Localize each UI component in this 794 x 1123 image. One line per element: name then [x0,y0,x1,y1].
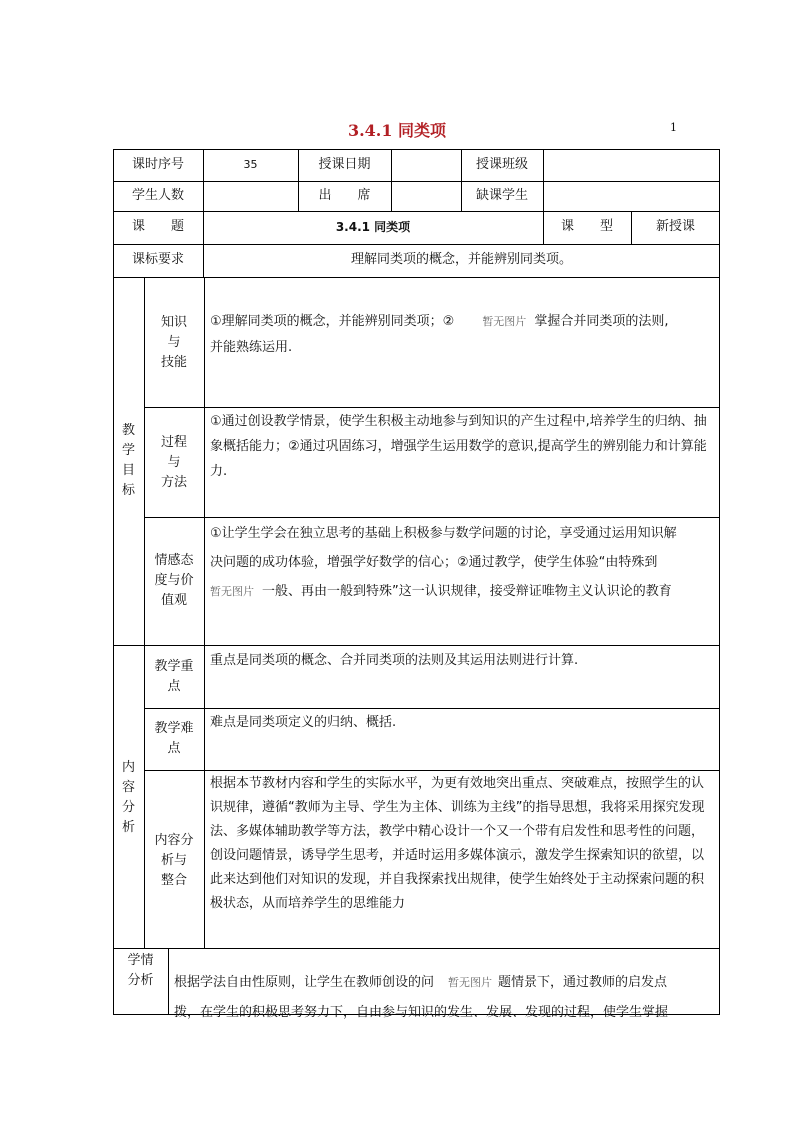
process-methods-text: ①通过创设教学情景，使学生积极主动地参与到知识的产生过程中,培养学生的归纳、抽象概括能力；②通过巩固练习，增强学生运用数学的意识,提高学生的辨别能力和计算能力. [210,414,707,479]
content-analysis-label: 内 容 分 析 [121,760,135,835]
document-title: 3.4.1 同类项 [347,121,447,140]
absent-students-label: 缺课学生 [475,188,528,203]
teaching-date-label: 授课日期 [318,157,371,172]
teaching-goals-label: 教 学 目 标 [121,423,135,498]
attendance-label: 出 席 [318,188,371,203]
student-count-label: 学生人数 [131,188,184,203]
lesson-type-label: 课 型 [560,219,613,234]
topic-value: 3.4.1 同类项 [335,220,411,234]
topic-label: 课 题 [131,219,184,234]
key-point-text: 重点是同类项的概念、合并同类项的法则及其运用法则进行计算. [210,653,579,668]
difficult-point-text: 难点是同类项定义的归纳、概括. [210,715,397,730]
content-integration-label: 内容分 析与 整合 [154,833,194,888]
lesson-number-label: 课时序号 [131,157,184,172]
image-placeholder: 暂无图片 [482,315,527,328]
process-methods-label: 过程 与 方法 [160,435,187,490]
knowledge-skills-label: 知识 与 技能 [160,315,187,370]
lesson-number-value: 35 [243,158,258,171]
class-label: 授课班级 [475,157,528,172]
image-placeholder: 暂无图片 [210,585,254,598]
difficult-point-label: 教学难 点 [154,721,194,756]
lesson-type-value: 新授课 [655,219,695,234]
curriculum-standard-label: 课标要求 [131,252,184,267]
emotion-values-label: 情感态 度与价 值观 [154,553,194,608]
page-number: 1 [670,121,677,134]
content-integration-text: 根据本节教材内容和学生的实际水平，为更有效地突出重点、突破难点，按照学生的认识规律，遵循“教师为主导、学生为主体、训练为主线”的指导思想，我将采用探究发现法、多媒体辅助教学等方法，教学中精心设计一个又一个带有启发性和思考性的问题，创设问题情景，诱导学生思考，并适时运用多媒体演示，激发学生探索知识的欲望，以此来达到他们对知识的发现，并自我探索找出规律，使学生始终处于主动探索问题的积极状态，从而培养学生的思维能力 [210,776,705,911]
knowledge-skills-text: ①理解同类项的概念，并能辨别同类项；② 暂无图片 掌握合并同类项的法则, 并能熟练运用. [210,314,669,355]
learning-situation-text: 根据学法自由性原则，让学生在教师创设的问 暂无图片 题情景下，通过教师的启发点 拨，在学生的积极思考努力下，自由参与知识的发生、发展、发现的过程，使学生掌握 [174,975,669,1020]
key-point-label: 教学重 点 [154,659,194,694]
learning-situation-label: 学情 分析 [127,953,154,988]
curriculum-standard-value: 理解同类项的概念，并能辨别同类项。 [350,252,572,267]
emotion-values-text: ①让学生学会在独立思考的基础上积极参与数学问题的讨论，享受通过运用知识解 决问题的成功体验，增强学好数学的信心；②通过教学，使学生体验“由特殊到 暂无图片 一般、再由一般到特殊”这一认识规律，接受辩证唯物主义认识论的教育 [210,526,677,599]
image-placeholder: 暂无图片 [448,976,493,989]
